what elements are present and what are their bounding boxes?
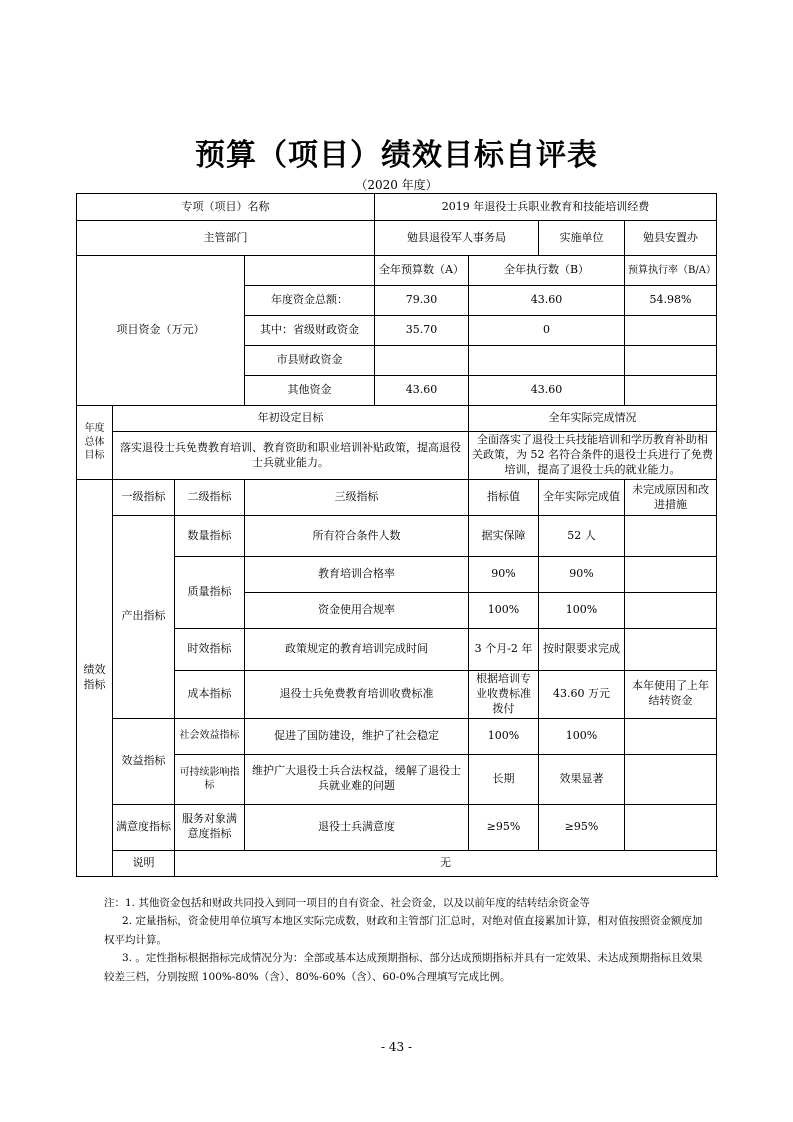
- sustain-l2: 可持续影响指标: [175, 754, 245, 804]
- header-level2: 二级指标: [175, 480, 245, 516]
- satisfaction-label: 满意度指标: [113, 804, 175, 850]
- dept-value: 勉县退役军人事务局: [375, 221, 539, 256]
- satisfaction-note: [625, 804, 717, 850]
- social-note: [625, 718, 717, 754]
- funds-row-label: 其他资金: [245, 376, 375, 406]
- social-l2: 社会效益指标: [175, 718, 245, 754]
- funds-row-rate: [625, 316, 717, 346]
- col-rate-header: 预算执行率（B/A）: [625, 256, 717, 286]
- header-level1: 一级指标: [113, 480, 175, 516]
- header-actual: 全年实际完成值: [539, 480, 625, 516]
- footnote: 2. 定量指标，资金使用单位填写本地区实际完成数，财政和主管部门汇总时，对绝对值直接累加计算，相对值按照资金额度加权平均计算。: [104, 915, 703, 946]
- page-title: 预算（项目）绩效目标自评表: [195, 138, 598, 173]
- funds-row-budget: [375, 346, 469, 376]
- evaluation-table: [76, 193, 717, 877]
- remark-row: [77, 850, 717, 876]
- cost-actual: 43.60 万元: [539, 671, 625, 719]
- social-actual: 100%: [539, 718, 625, 754]
- satisfaction-l3: 退役士兵满意度: [245, 804, 469, 850]
- project-name-label: 专项（项目）名称: [77, 194, 375, 221]
- header-target: 指标值: [469, 480, 539, 516]
- footnote: 3. 。定性指标根据指标完成情况分为：全部或基本达成预期指标、部分达成预期指标并具有一定效果、未达成预期指标且效果较差三档，分别按照 100%-80%（含）、80%-60%（含）、60-0%合理填写完成比例。: [104, 952, 703, 983]
- indicators-label: 绩效指标: [77, 480, 113, 877]
- overall-actual-text: 全面落实了退役士兵技能培训和学历教育补助相关政策，为 52 名符合条件的退役士兵进行了免费培训，提高了退役士兵的就业能力。: [469, 432, 717, 480]
- quality-target: 100%: [469, 593, 539, 629]
- impl-unit-label: 实施单位: [539, 221, 625, 256]
- quality-actual: 90%: [539, 557, 625, 593]
- overall-actual-header: 全年实际完成情况: [469, 406, 717, 432]
- funds-row-rate: 54.98%: [625, 286, 717, 316]
- col-budget-header: 全年预算数（A）: [375, 256, 469, 286]
- funds-row-rate: [625, 376, 717, 406]
- social-l3: 促进了国防建设，维护了社会稳定: [245, 718, 469, 754]
- funds-row-budget: 79.30: [375, 286, 469, 316]
- sustain-actual: 效果显著: [539, 754, 625, 804]
- cost-note: 本年使用了上年结转资金: [625, 671, 717, 719]
- satisfaction-target: ≥95%: [469, 804, 539, 850]
- dept-row: [77, 221, 717, 256]
- funds-row-budget: 35.70: [375, 316, 469, 346]
- quality-note: [625, 593, 717, 629]
- remark-label: 说明: [113, 850, 175, 876]
- header-note: 未完成原因和改进措施: [625, 480, 717, 516]
- footnotes: [104, 894, 704, 986]
- timeliness-l3: 政策规定的教育培训完成时间: [245, 629, 469, 671]
- timeliness-target: 3 个月-2 年: [469, 629, 539, 671]
- indicator-header-row: [77, 480, 717, 516]
- quality-l3: 资金使用合规率: [245, 593, 469, 629]
- funds-row-exec: 43.60: [469, 376, 625, 406]
- col-exec-header: 全年执行数（B）: [469, 256, 625, 286]
- cost-target: 根据培训专业收费标准拨付: [469, 671, 539, 719]
- timeliness-l2: 时效指标: [175, 629, 245, 671]
- overall-target-header: 年初设定目标: [113, 406, 469, 432]
- project-row: [77, 194, 717, 221]
- funds-row-exec: [469, 346, 625, 376]
- funds-row-label: 市县财政资金: [245, 346, 375, 376]
- indicator-row: [77, 516, 717, 557]
- page-number: - 43 -: [380, 1040, 412, 1054]
- quality-note: [625, 557, 717, 593]
- overall-target-text: 落实退役士兵免费教育培训、教育资助和职业培训补贴政策，提高退役士兵就业能力。: [113, 432, 469, 480]
- header-level3: 三级指标: [245, 480, 469, 516]
- project-name-value: 2019 年退役士兵职业教育和技能培训经费: [375, 194, 717, 221]
- quality-target: 90%: [469, 557, 539, 593]
- quantity-l3: 所有符合条件人数: [245, 516, 469, 557]
- overall-content-row: [77, 432, 717, 480]
- funds-row-label: 年度资金总额：: [245, 286, 375, 316]
- overall-header-row: [77, 406, 717, 432]
- quantity-l2: 数量指标: [175, 516, 245, 557]
- funds-row-exec: 43.60: [469, 286, 625, 316]
- social-target: 100%: [469, 718, 539, 754]
- cost-l2: 成本指标: [175, 671, 245, 719]
- footnote: 注：1. 其他资金包括和财政共同投入到同一项目的自有资金、社会资金，以及以前年度的结转结余资金等: [104, 897, 590, 909]
- sustain-note: [625, 754, 717, 804]
- benefit-label: 效益指标: [113, 718, 175, 804]
- dept-label: 主管部门: [77, 221, 375, 256]
- satisfaction-l2: 服务对象满意度指标: [175, 804, 245, 850]
- timeliness-actual: 按时限要求完成: [539, 629, 625, 671]
- timeliness-note: [625, 629, 717, 671]
- year-label: （2020 年度）: [355, 178, 438, 192]
- funds-label: 项目资金（万元）: [77, 256, 245, 406]
- funds-header-blank: [245, 256, 375, 286]
- sustain-target: 长期: [469, 754, 539, 804]
- cost-l3: 退役士兵免费教育培训收费标准: [245, 671, 469, 719]
- quality-l2: 质量指标: [175, 557, 245, 629]
- overall-label: 年度总体目标: [77, 406, 113, 480]
- funds-header-row: [77, 256, 717, 286]
- sustain-l3: 维护广大退役士兵合法权益，缓解了退役士兵就业难的问题: [245, 754, 469, 804]
- satisfaction-actual: ≥95%: [539, 804, 625, 850]
- output-label: 产出指标: [113, 516, 175, 719]
- funds-row-exec: 0: [469, 316, 625, 346]
- funds-row-rate: [625, 346, 717, 376]
- quality-l3: 教育培训合格率: [245, 557, 469, 593]
- funds-row-budget: 43.60: [375, 376, 469, 406]
- remark-value: 无: [175, 850, 717, 876]
- impl-unit-value: 勉县安置办: [625, 221, 717, 256]
- funds-row-label: 其中：省级财政资金: [245, 316, 375, 346]
- indicator-row: [77, 804, 717, 850]
- quality-actual: 100%: [539, 593, 625, 629]
- quantity-note: [625, 516, 717, 557]
- indicator-row: [77, 718, 717, 754]
- quantity-actual: 52 人: [539, 516, 625, 557]
- quantity-target: 据实保障: [469, 516, 539, 557]
